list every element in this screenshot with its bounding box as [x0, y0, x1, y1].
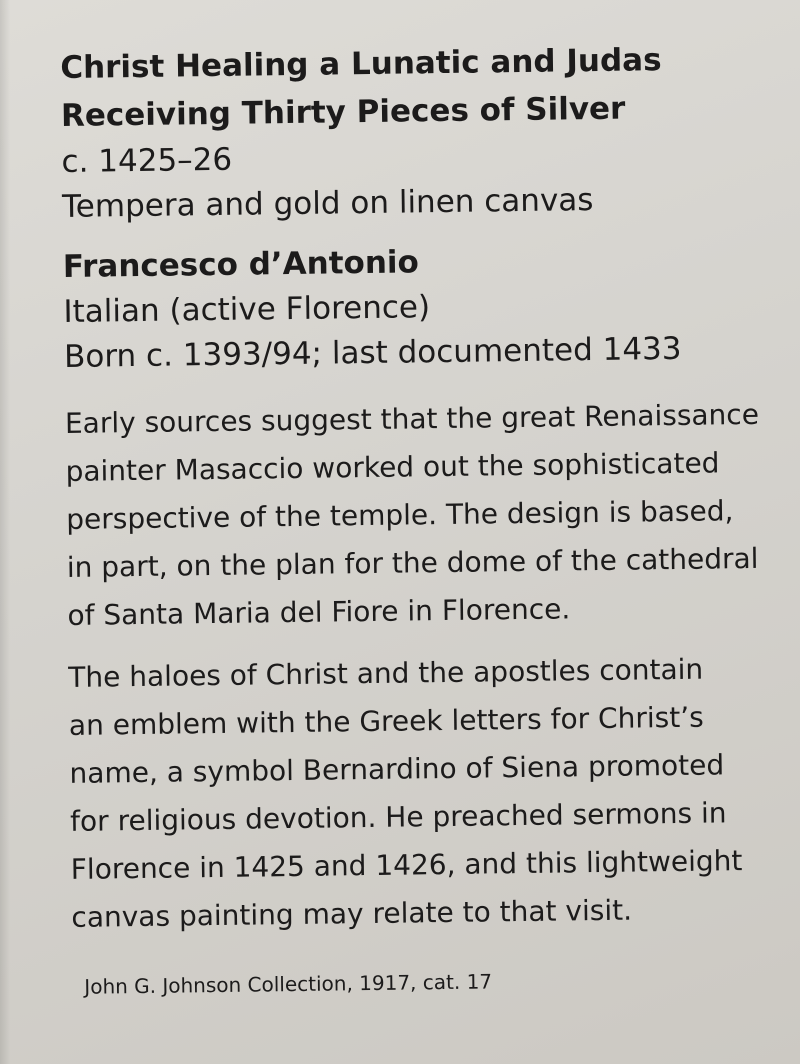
artwork-medium: Tempera and gold on linen canvas	[61, 182, 594, 225]
collection-credit: John G. Johnson Collection, 1917, cat. 17	[84, 969, 493, 999]
artwork-title	[60, 35, 761, 140]
description-paragraph-1	[65, 391, 768, 640]
paragraph-line: for religious devotion. He preached sermons in	[69, 796, 727, 838]
paragraph-line: painter Masaccio worked out the sophisticated	[65, 446, 720, 488]
label-content	[60, 35, 772, 1002]
paragraph-line: The haloes of Christ and the apostles contain	[68, 652, 704, 694]
paragraph-line: perspective of the temple. The design is based,	[66, 494, 734, 536]
paragraph-line: name, a symbol Bernardino of Siena promoted	[69, 748, 725, 790]
description-paragraph-2	[68, 645, 772, 942]
title-line: Christ Healing a Lunatic and Judas	[60, 42, 662, 86]
paragraph-line: in part, on the plan for the dome of the cathedral	[66, 541, 759, 584]
artwork-date: c. 1425–26	[61, 141, 233, 180]
artist-info	[63, 235, 765, 380]
paragraph-line: of Santa Maria del Fiore in Florence.	[67, 592, 571, 632]
artist-name: Francesco d’Antonio	[62, 244, 420, 285]
paragraph-line: an emblem with the Greek letters for Christ’s	[68, 700, 704, 742]
card-edge-shadow	[0, 0, 10, 1064]
artist-dates: Born c. 1393/94; last documented 1433	[63, 330, 682, 375]
paragraph-line: canvas painting may relate to that visit.	[71, 893, 633, 934]
artist-nationality: Italian (active Florence)	[63, 289, 431, 330]
title-line: Receiving Thirty Pieces of Silver	[60, 90, 626, 134]
paragraph-line: Florence in 1425 and 1426, and this lightweight	[70, 844, 743, 886]
paragraph-line: Early sources suggest that the great Renaissance	[64, 397, 760, 440]
